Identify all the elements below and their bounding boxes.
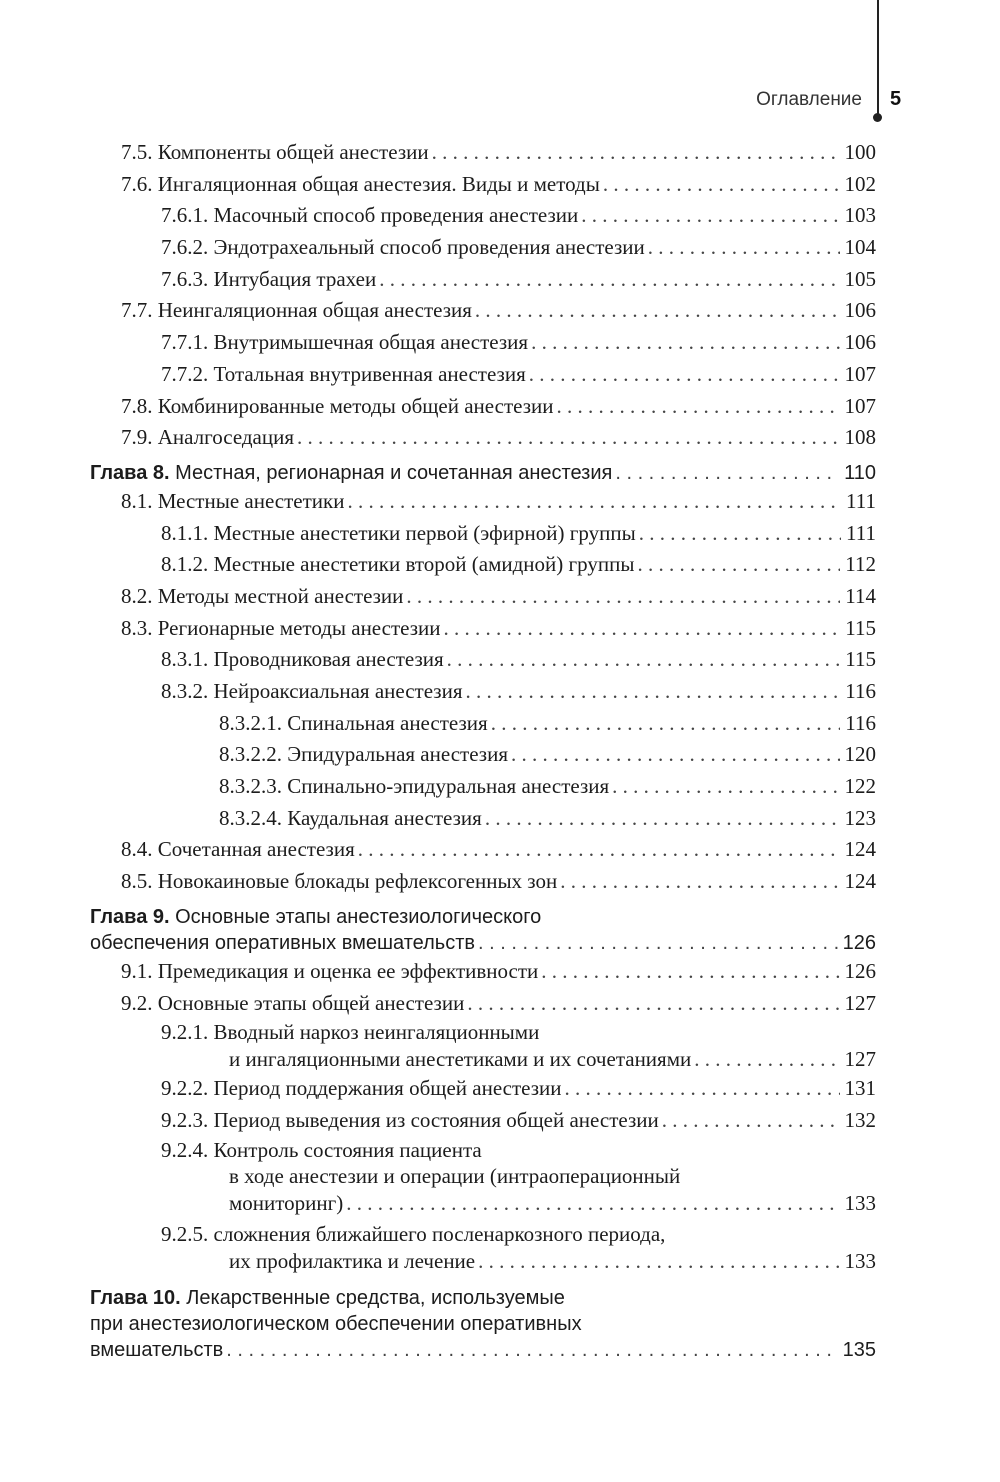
- toc-entry[interactable]: [121, 295, 876, 327]
- entry-title: Аналгоседация: [157, 425, 295, 450]
- entry-title: Спинальная анестезия: [287, 710, 488, 735]
- entry-title: Спинально-эпидуральная анестезия: [287, 774, 610, 799]
- toc-entry[interactable]: [161, 359, 876, 391]
- toc-entry[interactable]: [219, 708, 876, 740]
- entry-title: Новокаиновые блокады рефлексогенных зон: [157, 869, 558, 894]
- toc-entry[interactable]: [161, 327, 876, 359]
- chapter-label: Глава 8.: [90, 461, 170, 484]
- entry-page: 106: [844, 298, 876, 323]
- entry-page: 107: [844, 361, 876, 386]
- toc-entry[interactable]: [161, 1137, 876, 1217]
- toc-entry[interactable]: [161, 264, 876, 296]
- entry-page: 111: [846, 488, 876, 513]
- entry-number: 8.3.2.3.: [219, 774, 282, 799]
- chapter-title-line-2: при анестезиологическом обеспечении оперативных: [90, 1312, 582, 1335]
- toc-entry[interactable]: [161, 644, 876, 676]
- entry-number: 9.2.3.: [161, 1107, 209, 1132]
- toc-entry[interactable]: [121, 391, 876, 423]
- entry-page: 107: [844, 393, 876, 418]
- toc-entry[interactable]: [219, 803, 876, 835]
- entry-page: 124: [844, 869, 876, 894]
- entry-title-line-2: и ингаляционными анестетиками и их сочетаниями: [229, 1047, 692, 1072]
- entry-number: 9.2.5.: [161, 1221, 209, 1246]
- entry-title: Методы местной анестезии: [157, 583, 404, 608]
- entry-number: 8.3.1.: [161, 647, 209, 672]
- entry-title: Нейроаксиальная анестезия: [213, 679, 463, 703]
- entry-page: 127: [844, 990, 876, 1015]
- entry-number: 8.1.1.: [161, 520, 209, 545]
- entry-number: 7.6.3.: [161, 266, 209, 291]
- toc-entry[interactable]: [161, 518, 876, 550]
- table-of-contents: [0, 137, 1000, 1363]
- entry-number: 8.2.: [121, 583, 153, 608]
- page-number: 5: [890, 88, 902, 110]
- entry-title-line-1: Вводный наркоз неингаляционными: [213, 1020, 540, 1045]
- entry-number: 7.9.: [121, 425, 153, 450]
- entry-title: Эндотрахеальный способ проведения анестезии: [213, 235, 645, 260]
- entry-title: Основные этапы общей анестезии: [157, 990, 465, 1015]
- entry-page: 115: [845, 647, 876, 672]
- entry-number: 7.5.: [121, 140, 153, 164]
- toc-entry[interactable]: [161, 1073, 876, 1105]
- entry-number: 9.2.1.: [161, 1020, 209, 1045]
- entry-page: 105: [844, 266, 876, 291]
- toc-entry[interactable]: [121, 422, 876, 454]
- entry-title: Эпидуральная анестезия: [287, 742, 508, 767]
- entry-page: 123: [844, 805, 876, 830]
- entry-page: 104: [844, 235, 876, 260]
- entry-number: 9.2.: [121, 990, 153, 1015]
- toc-entry[interactable]: [219, 739, 876, 771]
- chapter-page: 126: [842, 931, 876, 954]
- entry-title-line-3: мониторинг): [229, 1190, 344, 1215]
- entry-title: Период поддержания общей анестезии: [213, 1076, 562, 1101]
- running-title: Оглавление: [756, 89, 862, 110]
- entry-number: 7.7.1.: [161, 330, 209, 355]
- toc-chapter-9[interactable]: [90, 904, 876, 956]
- toc-entry[interactable]: [161, 1019, 876, 1073]
- toc-entry[interactable]: [161, 549, 876, 581]
- toc-entry[interactable]: [161, 232, 876, 264]
- entry-page: 133: [844, 1248, 876, 1273]
- entry-page: 112: [845, 552, 876, 577]
- chapter-title-line-1: Основные этапы анестезиологического: [175, 905, 542, 928]
- header-rule-dot: [873, 113, 882, 122]
- entry-page: 106: [844, 330, 876, 355]
- entry-page: 114: [845, 583, 876, 608]
- entry-number: 8.1.: [121, 488, 153, 513]
- entry-title: Местные анестетики второй (амидной) группы: [213, 552, 635, 577]
- entry-title: Проводниковая анестезия: [213, 647, 444, 672]
- entry-title: Регионарные методы анестезии: [157, 615, 441, 640]
- entry-number: 8.3.2.: [161, 679, 209, 703]
- entry-number: 7.8.: [121, 393, 153, 418]
- entry-page: 115: [845, 615, 876, 640]
- toc-entry[interactable]: [121, 169, 876, 201]
- toc-entry[interactable]: [161, 1105, 876, 1137]
- toc-entry[interactable]: [121, 486, 876, 518]
- entry-title: Компоненты общей анестезии: [157, 140, 429, 164]
- entry-title: Тотальная внутривенная анестезия: [213, 361, 526, 386]
- entry-title: Местные анестетики: [157, 488, 345, 513]
- entry-number: 9.1.: [121, 958, 153, 983]
- chapter-label: Глава 10.: [90, 1286, 181, 1309]
- entry-title-line-2: в ходе анестезии и операции (интраоперационный: [229, 1163, 681, 1188]
- entry-page: 102: [844, 171, 876, 196]
- entry-number: 8.3.2.1.: [219, 710, 282, 735]
- chapter-page: 135: [842, 1338, 876, 1361]
- entry-title: Сочетанная анестезия: [157, 837, 355, 862]
- entry-page: 127: [844, 1047, 876, 1072]
- entry-title: Комбинированные методы общей анестезии: [157, 393, 554, 418]
- entry-number: 9.2.4.: [161, 1137, 209, 1162]
- toc-chapter-10[interactable]: [90, 1285, 876, 1363]
- entry-page: 120: [844, 742, 876, 767]
- toc-entry[interactable]: [121, 137, 876, 169]
- entry-page: 116: [845, 710, 876, 735]
- entry-title: Премедикация и оценка ее эффективности: [157, 958, 539, 983]
- chapter-page: 110: [844, 461, 876, 484]
- toc-entry[interactable]: [161, 1221, 876, 1275]
- entry-page: 111: [846, 520, 876, 545]
- entry-title: Интубация трахеи: [213, 266, 377, 291]
- entry-title: Неингаляционная общая анестезия: [157, 298, 472, 323]
- entry-number: 8.3.: [121, 615, 153, 640]
- entry-number: 7.7.2.: [161, 361, 209, 386]
- entry-page: 103: [844, 203, 876, 228]
- entry-page: 126: [844, 958, 876, 983]
- entry-number: 7.7.: [121, 298, 153, 323]
- entry-number: 9.2.2.: [161, 1076, 209, 1101]
- entry-title: Местные анестетики первой (эфирной) группы: [213, 520, 636, 545]
- entry-page: 132: [844, 1107, 876, 1132]
- entry-title: Ингаляционная общая анестезия. Виды и методы: [157, 171, 600, 196]
- toc-entry[interactable]: [121, 581, 876, 613]
- entry-number: 8.3.2.4.: [219, 805, 282, 830]
- entry-page: 116: [845, 679, 876, 703]
- chapter-title: Местная, регионарная и сочетанная анестезия: [175, 461, 613, 484]
- entry-number: 7.6.: [121, 171, 153, 196]
- entry-title: Период выведения из состояния общей анестезии: [213, 1107, 659, 1132]
- entry-title-line-2: их профилактика и лечение: [229, 1248, 476, 1273]
- entry-page: 133: [844, 1190, 876, 1215]
- toc-entry[interactable]: [161, 676, 876, 708]
- entry-number: 8.1.2.: [161, 552, 209, 577]
- chapter-title-line-2: обеспечения оперативных вмешательств: [90, 931, 475, 954]
- toc-entry[interactable]: [161, 200, 876, 232]
- entry-number: 8.3.2.2.: [219, 742, 282, 767]
- header-rule: [877, 0, 879, 118]
- entry-page: 131: [844, 1076, 876, 1101]
- entry-number: 8.5.: [121, 869, 153, 894]
- toc-entry[interactable]: [121, 866, 876, 898]
- chapter-label: Глава 9.: [90, 905, 170, 928]
- toc-chapter-8[interactable]: [90, 460, 876, 486]
- toc-entry[interactable]: [121, 613, 876, 645]
- toc-entry[interactable]: [121, 956, 876, 988]
- entry-title-line-1: Контроль состояния пациента: [213, 1137, 482, 1162]
- entry-page: 108: [844, 425, 876, 450]
- entry-title-line-1: сложнения ближайшего посленаркозного периода,: [213, 1221, 666, 1246]
- entry-number: 7.6.1.: [161, 203, 209, 228]
- entry-title: Каудальная анестезия: [287, 805, 482, 830]
- entry-number: 7.6.2.: [161, 235, 209, 260]
- toc-entry[interactable]: [121, 988, 876, 1020]
- entry-page: 122: [844, 774, 876, 799]
- entry-page: 124: [844, 837, 876, 862]
- toc-entry[interactable]: [219, 771, 876, 803]
- chapter-title-line-3: вмешательств: [90, 1338, 224, 1361]
- toc-entry[interactable]: [121, 834, 876, 866]
- entry-title: Масочный способ проведения анестезии: [213, 203, 579, 228]
- entry-number: 8.4.: [121, 837, 153, 862]
- entry-page: 100: [844, 140, 876, 164]
- entry-title: Внутримышечная общая анестезия: [213, 330, 529, 355]
- chapter-title-line-1: Лекарственные средства, используемые: [186, 1286, 565, 1309]
